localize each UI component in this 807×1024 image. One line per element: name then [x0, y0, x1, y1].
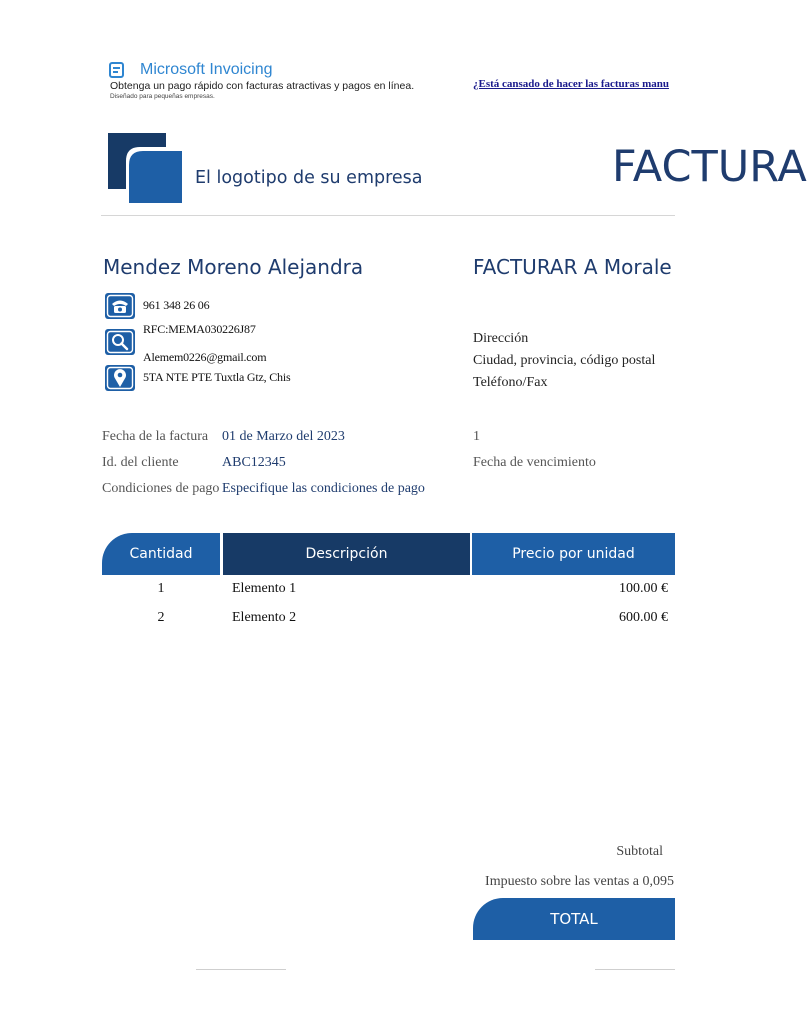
sender-name: Mendez Moreno Alejandra — [103, 255, 364, 279]
brand-name: Microsoft Invoicing — [140, 61, 273, 78]
sender-phone: 961 348 26 06 — [143, 298, 210, 312]
bill-to-city: Ciudad, provincia, código postal — [473, 353, 656, 368]
invoice-title: FACTURA — [612, 142, 807, 192]
column-header-description: Descripción — [223, 533, 470, 575]
location-pin-icon — [104, 364, 136, 392]
bill-to-container — [473, 252, 675, 282]
sender-rfc: RFC:MEMA030226J87 — [143, 322, 256, 336]
column-header-unit-price: Precio por unidad — [472, 533, 675, 575]
sender-email: Alemem0226@gmail.com — [143, 350, 267, 364]
payment-terms-value: Especifique las condiciones de pago — [222, 481, 425, 496]
due-date-label: Fecha de vencimiento — [473, 455, 596, 470]
sender-address: 5TA NTE PTE Tuxtla Gtz, Chis — [143, 370, 291, 384]
invoice-date-label: Fecha de la factura — [102, 429, 209, 444]
logo-caption: El logotipo de su empresa — [195, 168, 423, 188]
brand-tagline: Obtenga un pago rápido con facturas atractivas y pagos en línea. — [110, 80, 415, 92]
client-id-label: Id. del cliente — [102, 455, 179, 470]
payment-terms-label: Condiciones de pago — [102, 481, 220, 496]
company-logo-placeholder — [108, 133, 182, 203]
promo-link[interactable]: ¿Está cansado de hacer las facturas manu — [473, 78, 669, 90]
column-header-quantity: Cantidad — [102, 533, 220, 575]
invoice-title-container — [610, 140, 807, 200]
footer-line — [196, 969, 286, 970]
client-id-value: ABC12345 — [222, 455, 286, 470]
subtotal-label: Subtotal — [616, 844, 663, 859]
invoice-date-value: 01 de Marzo del 2023 — [222, 429, 345, 444]
row-1-quantity: 1 — [157, 581, 165, 596]
row-1-description: Elemento 1 — [232, 581, 297, 596]
tax-container — [440, 874, 675, 894]
microsoft-invoicing-icon — [108, 61, 126, 79]
phone-icon — [104, 292, 136, 320]
row-1-price: 100.00 € — [619, 581, 668, 596]
sales-tax-label: Impuesto sobre las ventas a 0,095 — [485, 874, 674, 889]
header-divider — [101, 215, 675, 216]
total-label: TOTAL — [473, 898, 675, 940]
row-2-description: Elemento 2 — [232, 610, 297, 625]
invoice-number: 1 — [473, 429, 480, 444]
row-2-quantity: 2 — [157, 610, 165, 625]
bill-to-address: Dirección — [473, 331, 529, 346]
bill-to-title: FACTURAR A Morale — [473, 255, 672, 279]
row-2-price: 600.00 € — [619, 610, 668, 625]
brand-subtitle: Diseñado para pequeñas empresas. — [110, 93, 215, 100]
footer-line — [595, 969, 675, 970]
search-icon — [104, 328, 136, 356]
bill-to-phone-fax: Teléfono/Fax — [473, 375, 548, 390]
